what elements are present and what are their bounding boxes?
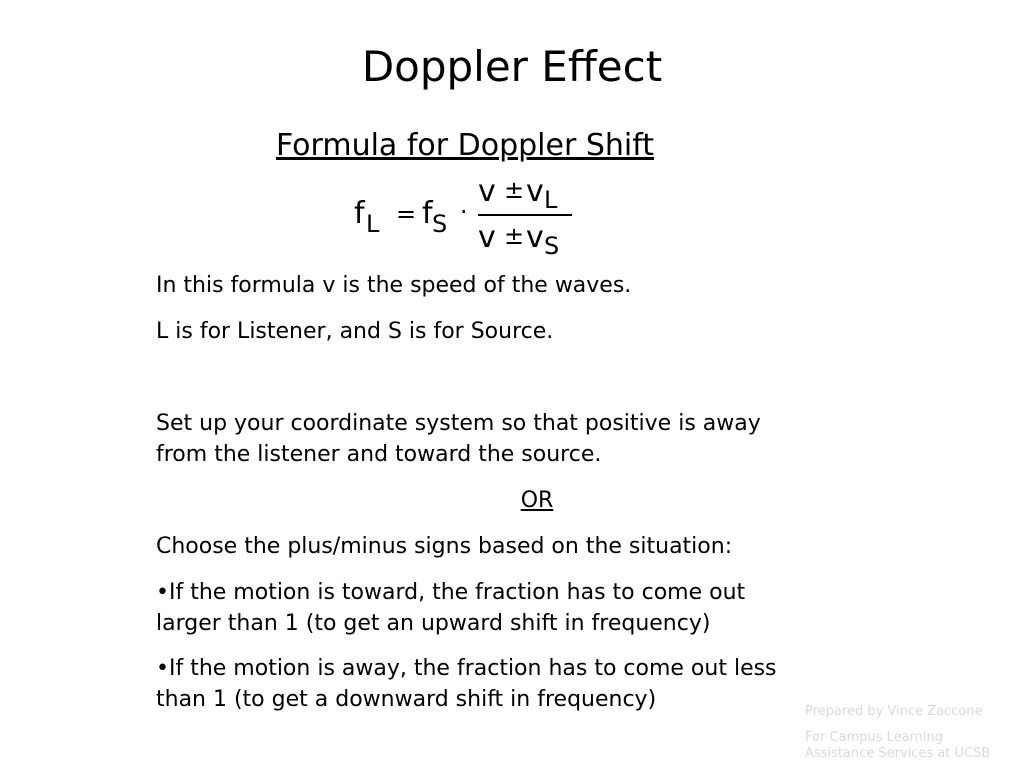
formula-rhs: f <box>422 196 433 231</box>
formula-equals: = <box>396 200 417 228</box>
bullet-away-1: •If the motion is away, the fraction has to come out less <box>156 656 777 681</box>
numerator-v2: v <box>526 174 544 209</box>
text-line-coordinate-1: Set up your coordinate system so that positive is away <box>156 411 761 436</box>
footer-campus-2: Assistance Services at UCSB <box>805 746 991 761</box>
bullet-toward-2: larger than 1 (to get an upward shift in frequency) <box>156 611 711 636</box>
text-line-listener-source: L is for Listener, and S is for Source. <box>156 319 554 344</box>
slide-subtitle: Formula for Doppler Shift <box>276 128 655 163</box>
or-separator: OR <box>520 488 554 513</box>
numerator-subscript: L <box>544 186 558 214</box>
denominator-plus-minus: ± <box>504 222 525 250</box>
doppler-formula <box>350 174 610 260</box>
text-line-speed: In this formula v is the speed of the waves. <box>156 273 632 298</box>
fraction-bar <box>478 214 572 216</box>
denominator-v2: v <box>526 220 544 255</box>
slide-title: Doppler Effect <box>361 42 663 91</box>
formula-dot: · <box>460 198 468 226</box>
numerator-v: v <box>478 174 496 209</box>
formula-lhs-subscript: L <box>366 210 380 238</box>
text-line-choose-signs: Choose the plus/minus signs based on the situation: <box>156 534 733 559</box>
numerator-plus-minus: ± <box>504 176 525 204</box>
footer-prepared-by: Prepared by Vince Zaccone <box>805 704 983 719</box>
text-line-coordinate-2: from the listener and toward the source. <box>156 442 602 467</box>
footer-campus-1: For Campus Learning <box>805 730 943 745</box>
formula-lhs: f <box>354 196 365 231</box>
formula-rhs-subscript: S <box>432 210 448 238</box>
denominator-v: v <box>478 220 496 255</box>
denominator-subscript: S <box>544 232 560 260</box>
bullet-away-2: than 1 (to get a downward shift in frequency) <box>156 687 657 712</box>
bullet-toward-1: •If the motion is toward, the fraction has to come out <box>156 580 746 605</box>
